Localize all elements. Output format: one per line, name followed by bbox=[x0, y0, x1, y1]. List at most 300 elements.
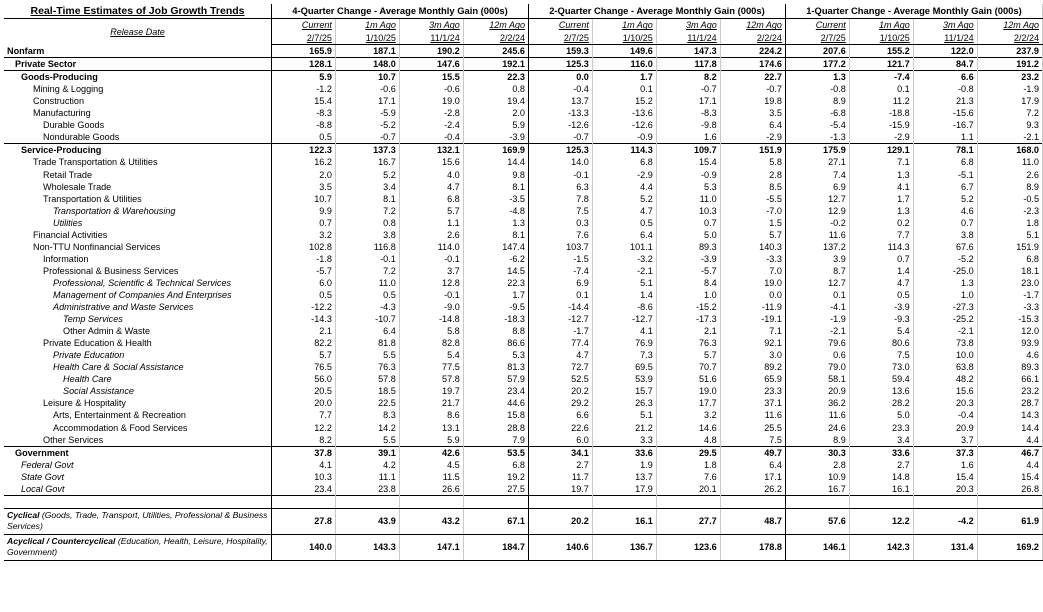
summary-value-cell: 143.3 bbox=[335, 534, 399, 560]
value-cell: 129.1 bbox=[849, 144, 913, 157]
value-cell: 10.9 bbox=[785, 471, 849, 483]
value-cell: 3.7 bbox=[913, 434, 977, 447]
value-cell: 5.2 bbox=[335, 169, 399, 181]
value-cell: 4.4 bbox=[977, 459, 1042, 471]
spacer-cell bbox=[399, 495, 463, 508]
value-cell: 1.3 bbox=[849, 169, 913, 181]
value-cell: 8.4 bbox=[656, 277, 720, 289]
value-cell: 0.8 bbox=[335, 217, 399, 229]
value-cell: 14.5 bbox=[463, 265, 528, 277]
row-label: Service-Producing bbox=[4, 144, 272, 157]
summary-value-cell: 140.0 bbox=[272, 534, 336, 560]
value-cell: 15.4 bbox=[272, 95, 336, 107]
value-cell: 1.0 bbox=[656, 289, 720, 301]
value-cell: -3.9 bbox=[656, 253, 720, 265]
value-cell: 23.8 bbox=[335, 483, 399, 496]
value-cell: 8.6 bbox=[399, 409, 463, 421]
summary-value-cell: 57.6 bbox=[785, 508, 849, 534]
value-cell: 1.6 bbox=[913, 459, 977, 471]
value-cell: -5.5 bbox=[720, 193, 785, 205]
value-cell: 8.7 bbox=[785, 265, 849, 277]
value-cell: 1.1 bbox=[913, 131, 977, 144]
value-cell: 57.9 bbox=[463, 373, 528, 385]
table-row bbox=[4, 71, 1043, 84]
value-cell: 4.4 bbox=[977, 434, 1042, 447]
subheader-2-3: 12m Ago bbox=[977, 19, 1042, 33]
value-cell: 17.1 bbox=[720, 471, 785, 483]
row-label: State Govt bbox=[4, 471, 272, 483]
value-cell: 8.5 bbox=[720, 181, 785, 193]
value-cell: -14.4 bbox=[528, 301, 592, 313]
value-cell: 0.0 bbox=[528, 71, 592, 84]
value-cell: 4.2 bbox=[335, 459, 399, 471]
value-cell: 5.7 bbox=[399, 205, 463, 217]
spacer-cell bbox=[528, 495, 592, 508]
value-cell: 187.1 bbox=[335, 45, 399, 58]
value-cell: 84.7 bbox=[913, 58, 977, 71]
value-cell: 76.3 bbox=[656, 337, 720, 349]
value-cell: 5.9 bbox=[272, 71, 336, 84]
summary-value-cell: 184.7 bbox=[463, 534, 528, 560]
value-cell: 14.8 bbox=[849, 471, 913, 483]
row-label: Durable Goods bbox=[4, 119, 272, 131]
value-cell: 0.5 bbox=[272, 131, 336, 144]
row-label: Accommodation & Food Services bbox=[4, 422, 272, 434]
value-cell: 1.1 bbox=[399, 217, 463, 229]
value-cell: 7.5 bbox=[849, 349, 913, 361]
value-cell: 4.7 bbox=[399, 181, 463, 193]
value-cell: -2.4 bbox=[399, 119, 463, 131]
table-row bbox=[4, 131, 1043, 144]
value-cell: 8.8 bbox=[463, 325, 528, 337]
value-cell: -17.3 bbox=[656, 313, 720, 325]
value-cell: -3.5 bbox=[463, 193, 528, 205]
spacer-cell bbox=[849, 495, 913, 508]
value-cell: 26.6 bbox=[399, 483, 463, 496]
value-cell: 93.9 bbox=[977, 337, 1042, 349]
row-label: Nonfarm bbox=[4, 45, 272, 58]
summary-title: Cyclical bbox=[7, 510, 40, 521]
date-header-2-2: 11/1/24 bbox=[913, 32, 977, 45]
value-cell: 53.9 bbox=[592, 373, 656, 385]
table-row bbox=[4, 193, 1043, 205]
value-cell: 2.7 bbox=[528, 459, 592, 471]
value-cell: 12.9 bbox=[785, 205, 849, 217]
value-cell: -12.7 bbox=[528, 313, 592, 325]
table-row bbox=[4, 446, 1043, 459]
value-cell: 19.0 bbox=[720, 277, 785, 289]
summary-value-cell: 178.8 bbox=[720, 534, 785, 560]
value-cell: 8.2 bbox=[272, 434, 336, 447]
row-label: Construction bbox=[4, 95, 272, 107]
value-cell: 1.3 bbox=[849, 205, 913, 217]
value-cell: 1.0 bbox=[913, 289, 977, 301]
value-cell: 23.3 bbox=[849, 422, 913, 434]
table-row bbox=[4, 349, 1043, 361]
value-cell: 11.1 bbox=[335, 471, 399, 483]
value-cell: 0.1 bbox=[592, 83, 656, 95]
spacer-cell bbox=[977, 495, 1042, 508]
value-cell: 4.1 bbox=[849, 181, 913, 193]
value-cell: 86.6 bbox=[463, 337, 528, 349]
table-row bbox=[4, 483, 1043, 496]
subheader-2-0: Current bbox=[785, 19, 849, 33]
row-label: Financial Activities bbox=[4, 229, 272, 241]
value-cell: -5.4 bbox=[785, 119, 849, 131]
value-cell: 8.1 bbox=[463, 181, 528, 193]
release-date-label: Release Date bbox=[4, 19, 272, 45]
table-row bbox=[4, 313, 1043, 325]
value-cell: -8.8 bbox=[272, 119, 336, 131]
subheader-1-1: 1m Ago bbox=[592, 19, 656, 33]
value-cell: 4.4 bbox=[592, 181, 656, 193]
table-row bbox=[4, 95, 1043, 107]
table-row bbox=[4, 253, 1043, 265]
value-cell: 9.9 bbox=[272, 205, 336, 217]
value-cell: 79.6 bbox=[785, 337, 849, 349]
value-cell: 116.8 bbox=[335, 241, 399, 253]
value-cell: 0.3 bbox=[528, 217, 592, 229]
spacer-cell bbox=[463, 495, 528, 508]
value-cell: -3.3 bbox=[720, 253, 785, 265]
value-cell: 3.8 bbox=[913, 229, 977, 241]
row-label: Private Education & Health bbox=[4, 337, 272, 349]
value-cell: 5.1 bbox=[977, 229, 1042, 241]
value-cell: 10.3 bbox=[656, 205, 720, 217]
value-cell: -9.3 bbox=[849, 313, 913, 325]
value-cell: -12.2 bbox=[272, 301, 336, 313]
value-cell: 21.7 bbox=[399, 397, 463, 409]
value-cell: 147.6 bbox=[399, 58, 463, 71]
value-cell: -2.3 bbox=[977, 205, 1042, 217]
value-cell: 20.0 bbox=[272, 397, 336, 409]
value-cell: 6.3 bbox=[528, 181, 592, 193]
value-cell: 15.4 bbox=[913, 471, 977, 483]
value-cell: 5.0 bbox=[849, 409, 913, 421]
summary-label bbox=[4, 508, 272, 534]
value-cell: 12.7 bbox=[785, 193, 849, 205]
table-row bbox=[4, 422, 1043, 434]
value-cell: 12.0 bbox=[977, 325, 1042, 337]
value-cell: 76.9 bbox=[592, 337, 656, 349]
value-cell: 149.6 bbox=[592, 45, 656, 58]
value-cell: 81.3 bbox=[463, 361, 528, 373]
value-cell: 36.2 bbox=[785, 397, 849, 409]
value-cell: 5.7 bbox=[720, 229, 785, 241]
date-header-2-1: 1/10/25 bbox=[849, 32, 913, 45]
value-cell: 20.3 bbox=[913, 397, 977, 409]
group-header-4q: 4-Quarter Change - Average Monthly Gain (000s) bbox=[272, 4, 529, 19]
value-cell: 12.7 bbox=[785, 277, 849, 289]
value-cell: 5.0 bbox=[656, 229, 720, 241]
value-cell: 42.6 bbox=[399, 446, 463, 459]
date-header-0-3: 2/2/24 bbox=[463, 32, 528, 45]
table-row bbox=[4, 361, 1043, 373]
value-cell: 2.6 bbox=[399, 229, 463, 241]
value-cell: 27.1 bbox=[785, 156, 849, 168]
row-label: Other Admin & Waste bbox=[4, 325, 272, 337]
value-cell: 7.2 bbox=[335, 265, 399, 277]
subheader-0-1: 1m Ago bbox=[335, 19, 399, 33]
value-cell: 5.4 bbox=[399, 349, 463, 361]
table-row bbox=[4, 58, 1043, 71]
table-row bbox=[4, 397, 1043, 409]
value-cell: 2.0 bbox=[272, 169, 336, 181]
value-cell: 22.5 bbox=[335, 397, 399, 409]
value-cell: 0.7 bbox=[913, 217, 977, 229]
value-cell: 0.7 bbox=[849, 253, 913, 265]
table-row bbox=[4, 277, 1043, 289]
value-cell: 15.8 bbox=[463, 409, 528, 421]
value-cell: 8.9 bbox=[977, 181, 1042, 193]
value-cell: 1.4 bbox=[592, 289, 656, 301]
value-cell: 5.5 bbox=[335, 434, 399, 447]
value-cell: 1.7 bbox=[463, 289, 528, 301]
summary-value-cell: -4.2 bbox=[913, 508, 977, 534]
value-cell: 5.8 bbox=[399, 325, 463, 337]
value-cell: 73.0 bbox=[849, 361, 913, 373]
value-cell: 18.1 bbox=[977, 265, 1042, 277]
value-cell: -2.1 bbox=[785, 325, 849, 337]
value-cell: 37.1 bbox=[720, 397, 785, 409]
row-label: Health Care & Social Assistance bbox=[4, 361, 272, 373]
value-cell: -15.9 bbox=[849, 119, 913, 131]
value-cell: -25.0 bbox=[913, 265, 977, 277]
value-cell: 8.9 bbox=[785, 434, 849, 447]
value-cell: 46.7 bbox=[977, 446, 1042, 459]
value-cell: 4.1 bbox=[592, 325, 656, 337]
table-row bbox=[4, 169, 1043, 181]
value-cell: 10.7 bbox=[272, 193, 336, 205]
value-cell: 78.1 bbox=[913, 144, 977, 157]
value-cell: 65.9 bbox=[720, 373, 785, 385]
job-growth-table-container bbox=[4, 4, 1043, 561]
value-cell: 5.9 bbox=[399, 434, 463, 447]
table-body bbox=[4, 45, 1043, 561]
value-cell: 30.3 bbox=[785, 446, 849, 459]
subheader-2-1: 1m Ago bbox=[849, 19, 913, 33]
subheader-0-2: 3m Ago bbox=[399, 19, 463, 33]
subheader-0-0: Current bbox=[272, 19, 336, 33]
value-cell: 20.1 bbox=[656, 483, 720, 496]
date-header-2-3: 2/2/24 bbox=[977, 32, 1042, 45]
value-cell: 89.3 bbox=[656, 241, 720, 253]
value-cell: -4.8 bbox=[463, 205, 528, 217]
value-cell: -2.9 bbox=[592, 169, 656, 181]
spacer-cell bbox=[335, 495, 399, 508]
value-cell: 207.6 bbox=[785, 45, 849, 58]
value-cell: 7.7 bbox=[849, 229, 913, 241]
value-cell: 7.5 bbox=[528, 205, 592, 217]
value-cell: 6.8 bbox=[977, 253, 1042, 265]
value-cell: 0.1 bbox=[528, 289, 592, 301]
value-cell: 20.2 bbox=[528, 385, 592, 397]
value-cell: 148.0 bbox=[335, 58, 399, 71]
value-cell: -12.7 bbox=[592, 313, 656, 325]
date-header-0-1: 1/10/25 bbox=[335, 32, 399, 45]
value-cell: 21.3 bbox=[913, 95, 977, 107]
value-cell: -2.1 bbox=[913, 325, 977, 337]
value-cell: -9.0 bbox=[399, 301, 463, 313]
value-cell: -0.4 bbox=[528, 83, 592, 95]
value-cell: 26.8 bbox=[977, 483, 1042, 496]
value-cell: 13.1 bbox=[399, 422, 463, 434]
value-cell: 0.1 bbox=[785, 289, 849, 301]
value-cell: 11.7 bbox=[528, 471, 592, 483]
value-cell: 6.6 bbox=[913, 71, 977, 84]
value-cell: 17.1 bbox=[335, 95, 399, 107]
table-row bbox=[4, 337, 1043, 349]
value-cell: 14.3 bbox=[977, 409, 1042, 421]
value-cell: 2.1 bbox=[656, 325, 720, 337]
value-cell: -0.1 bbox=[399, 253, 463, 265]
value-cell: -2.1 bbox=[977, 131, 1042, 144]
value-cell: 7.2 bbox=[335, 205, 399, 217]
table-row bbox=[4, 325, 1043, 337]
value-cell: 13.7 bbox=[592, 471, 656, 483]
value-cell: -0.1 bbox=[335, 253, 399, 265]
spacer-cell bbox=[785, 495, 849, 508]
value-cell: 6.7 bbox=[913, 181, 977, 193]
subheader-1-2: 3m Ago bbox=[656, 19, 720, 33]
value-cell: 15.7 bbox=[592, 385, 656, 397]
value-cell: -3.9 bbox=[463, 131, 528, 144]
value-cell: -0.1 bbox=[399, 289, 463, 301]
value-cell: 59.4 bbox=[849, 373, 913, 385]
value-cell: 23.4 bbox=[463, 385, 528, 397]
value-cell: 1.7 bbox=[592, 71, 656, 84]
summary-row bbox=[4, 534, 1043, 560]
value-cell: 20.9 bbox=[913, 422, 977, 434]
spacer-cell bbox=[272, 495, 336, 508]
summary-value-cell: 140.6 bbox=[528, 534, 592, 560]
summary-value-cell: 146.1 bbox=[785, 534, 849, 560]
value-cell: -18.8 bbox=[849, 107, 913, 119]
value-cell: 7.9 bbox=[463, 434, 528, 447]
value-cell: 6.4 bbox=[592, 229, 656, 241]
value-cell: -7.4 bbox=[849, 71, 913, 84]
table-row bbox=[4, 265, 1043, 277]
subheader-2-2: 3m Ago bbox=[913, 19, 977, 33]
value-cell: 6.4 bbox=[335, 325, 399, 337]
value-cell: 1.3 bbox=[913, 277, 977, 289]
value-cell: 28.7 bbox=[977, 397, 1042, 409]
value-cell: 81.8 bbox=[335, 337, 399, 349]
value-cell: -13.6 bbox=[592, 107, 656, 119]
value-cell: 151.9 bbox=[977, 241, 1042, 253]
value-cell: -5.7 bbox=[656, 265, 720, 277]
value-cell: 33.6 bbox=[849, 446, 913, 459]
value-cell: 0.6 bbox=[785, 349, 849, 361]
value-cell: 33.6 bbox=[592, 446, 656, 459]
subheader-1-0: Current bbox=[528, 19, 592, 33]
value-cell: 11.5 bbox=[399, 471, 463, 483]
value-cell: 224.2 bbox=[720, 45, 785, 58]
spacer-cell bbox=[913, 495, 977, 508]
spacer-cell bbox=[720, 495, 785, 508]
value-cell: -6.8 bbox=[785, 107, 849, 119]
value-cell: 17.9 bbox=[592, 483, 656, 496]
value-cell: 147.4 bbox=[463, 241, 528, 253]
value-cell: 0.1 bbox=[849, 83, 913, 95]
table-row bbox=[4, 289, 1043, 301]
value-cell: 5.1 bbox=[592, 409, 656, 421]
table-row bbox=[4, 434, 1043, 447]
summary-value-cell: 147.1 bbox=[399, 534, 463, 560]
value-cell: 6.4 bbox=[720, 119, 785, 131]
value-cell: 66.1 bbox=[977, 373, 1042, 385]
value-cell: 114.3 bbox=[592, 144, 656, 157]
summary-value-cell: 61.9 bbox=[977, 508, 1042, 534]
value-cell: -8.3 bbox=[656, 107, 720, 119]
value-cell: 37.8 bbox=[272, 446, 336, 459]
value-cell: 70.7 bbox=[656, 361, 720, 373]
value-cell: 137.3 bbox=[335, 144, 399, 157]
value-cell: 52.5 bbox=[528, 373, 592, 385]
table-row bbox=[4, 373, 1043, 385]
value-cell: -11.9 bbox=[720, 301, 785, 313]
value-cell: 73.8 bbox=[913, 337, 977, 349]
value-cell: 13.7 bbox=[528, 95, 592, 107]
value-cell: 191.2 bbox=[977, 58, 1042, 71]
value-cell: 165.9 bbox=[272, 45, 336, 58]
value-cell: 19.4 bbox=[463, 95, 528, 107]
table-row bbox=[4, 205, 1043, 217]
value-cell: -14.3 bbox=[272, 313, 336, 325]
row-label: Utilities bbox=[4, 217, 272, 229]
value-cell: 151.9 bbox=[720, 144, 785, 157]
value-cell: 23.3 bbox=[720, 385, 785, 397]
value-cell: 19.0 bbox=[399, 95, 463, 107]
value-cell: 28.2 bbox=[849, 397, 913, 409]
value-cell: 4.6 bbox=[977, 349, 1042, 361]
value-cell: 5.3 bbox=[656, 181, 720, 193]
value-cell: 3.7 bbox=[399, 265, 463, 277]
value-cell: 8.9 bbox=[785, 95, 849, 107]
table-row bbox=[4, 119, 1043, 131]
row-label: Leisure & Hospitality bbox=[4, 397, 272, 409]
value-cell: -8.3 bbox=[272, 107, 336, 119]
value-cell: 17.7 bbox=[656, 397, 720, 409]
value-cell: 3.4 bbox=[335, 181, 399, 193]
value-cell: 140.3 bbox=[720, 241, 785, 253]
spacer-cell bbox=[592, 495, 656, 508]
value-cell: 15.2 bbox=[592, 95, 656, 107]
value-cell: 19.0 bbox=[656, 385, 720, 397]
value-cell: 0.5 bbox=[335, 289, 399, 301]
value-cell: 6.6 bbox=[528, 409, 592, 421]
summary-value-cell: 20.2 bbox=[528, 508, 592, 534]
value-cell: 82.2 bbox=[272, 337, 336, 349]
value-cell: -2.1 bbox=[592, 265, 656, 277]
value-cell: 5.5 bbox=[335, 349, 399, 361]
value-cell: 23.4 bbox=[272, 483, 336, 496]
value-cell: 192.1 bbox=[463, 58, 528, 71]
value-cell: 1.8 bbox=[977, 217, 1042, 229]
value-cell: 121.7 bbox=[849, 58, 913, 71]
value-cell: 14.2 bbox=[335, 422, 399, 434]
value-cell: 125.3 bbox=[528, 144, 592, 157]
value-cell: -13.3 bbox=[528, 107, 592, 119]
value-cell: -0.8 bbox=[913, 83, 977, 95]
value-cell: 19.2 bbox=[463, 471, 528, 483]
value-cell: 116.0 bbox=[592, 58, 656, 71]
value-cell: 15.4 bbox=[977, 471, 1042, 483]
value-cell: 159.3 bbox=[528, 45, 592, 58]
value-cell: 51.6 bbox=[656, 373, 720, 385]
value-cell: 2.8 bbox=[785, 459, 849, 471]
value-cell: 10.0 bbox=[913, 349, 977, 361]
